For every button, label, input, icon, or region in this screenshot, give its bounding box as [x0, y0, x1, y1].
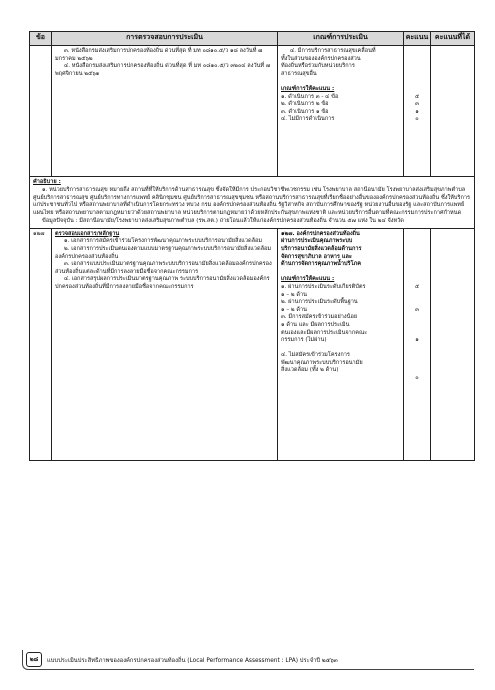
doc-item: ๒. เอกสารการประเมินตนเองตามแบบมาตรฐานคุณภาพระบบบริการอนามัยสิ่งแวดล้อมองค์กรปกครองส่วนท้องถิ่น	[55, 245, 272, 260]
scoring-item: ๔. ไม่มีการดำเนินการ	[281, 116, 335, 123]
scoring-item: ๒. ผ่านการประเมินระดับพื้นฐาน	[281, 299, 358, 306]
score-value: ๕	[414, 93, 420, 100]
header-got: คะแนนที่ได้	[431, 32, 475, 46]
page-number: ๒๘	[26, 652, 42, 667]
page-footer	[22, 650, 474, 670]
scoring-item: ตนเองและมีผลการประเมินจากคณะ	[281, 329, 368, 336]
doc-item: ๑. เอกสารการสมัครเข้าร่วมโครงการพัฒนาคุณภาพระบบบริการอนามัยสิ่งแวดล้อม	[64, 238, 263, 245]
doc-check-title: ตรวจสอบเอกสาร/หลักฐาน	[55, 230, 120, 237]
criteria-title-line: ผ่านการประเมินคุณภาพระบบ	[281, 238, 353, 245]
header-no: ข้อ	[30, 32, 52, 46]
score-value: ๑	[415, 337, 419, 344]
row-number: ๑๒๗	[33, 230, 45, 237]
footer-text: แบบประเมินประสิทธิภาพขององค์กรปกครองส่วนท้องถิ่น (Local Performance Assessment : LPA) ประจำปี ๒๕๖๓	[47, 658, 338, 664]
scoring-item: สิ่งแวดล้อม (ทั้ง ๒ ด้าน)	[281, 367, 339, 374]
score-value: ๓	[415, 306, 419, 313]
notes-current-data: ข้อมูลปัจจุบัน : มีสถานีอนามัย/โรงพยาบาลส่งเสริมสุขภาพตำบล (รพ.สต.) ถ่ายโอนแล้วให้แก่องค์กรปกครองส่วนท้องถิ่น จำนวน ๕๗ แห่ง ใน ๒๔ จังหวัด	[42, 217, 404, 224]
scoring-item: ๑. ดำเนินการ ๓ - ๔ ข้อ	[281, 93, 339, 100]
table-row	[30, 228, 475, 460]
assessment-table	[29, 31, 475, 461]
doc-item: ๓. เอกสารแบบประเมินมาตรฐานคุณภาพระบบบริการอนามัยสิ่งแวดล้อมองค์กรปกครองส่วนท้องถิ่นแต่ละด้านที่มีการลงลายมือชื่อจากคณะกรรมการ	[55, 261, 272, 275]
scoring-item: ๒. ดำเนินการ ๒ ข้อ	[281, 101, 329, 108]
score-value: ๓	[415, 101, 419, 108]
doc-ref-4: ๔. หนังสือกรมส่งเสริมการปกครองท้องถิ่น ด่วนที่สุด ที่ มท ๐๘๑๐.๕/ว ๓๒๐๔ ลงวันที่ ๗ พฤศจิกายน ๒๕๖๑	[55, 63, 271, 77]
header-score: คะแนน	[404, 32, 431, 46]
scoring-item: ๔. ไม่สมัครเข้าร่วมโครงการ	[281, 352, 350, 359]
criteria-line: ทั้งในส่วนขององค์กรปกครองส่วน	[281, 55, 361, 62]
score-value: ๐	[415, 116, 419, 123]
scoring-item: ๑ – ๒ ด้าน	[281, 291, 307, 298]
criteria-title-line: ด้านการจัดการคุณภาพน้ำบริโภค	[281, 261, 361, 268]
scoring-item: พัฒนาคุณภาพระบบบริการอนามัย	[281, 359, 363, 366]
score-value: ๐	[415, 375, 419, 382]
scoring-item: ๓. มีการสมัครเข้าร่วมอย่างน้อย	[281, 314, 358, 321]
table-row	[30, 46, 475, 177]
score-value: ๑	[415, 108, 419, 115]
scoring-item: ๓. ดำเนินการ ๑ ข้อ	[281, 108, 329, 115]
scoring-title: เกณฑ์การให้คะแนน :	[281, 276, 335, 283]
criteria-line: สาธารณสุขอื่น	[281, 70, 317, 77]
scoring-item: ๑ – ๒ ด้าน	[281, 306, 307, 313]
notes-row	[30, 177, 475, 229]
criteria-line: ๔. มีการบริการสาธารณสุขเคลื่อนที่	[290, 48, 376, 54]
header-criteria: การตรวจสอบการประเมิน	[52, 32, 278, 46]
criteria-line: ท้องถิ่นหรือร่วมกับหน่วยบริการ	[281, 63, 355, 70]
scoring-item: ๑ ด้าน และ มีผลการประเมิน	[281, 321, 350, 328]
scoring-item: กรรมการ (ไม่ผ่าน)	[281, 337, 327, 344]
header-evaluation: เกณฑ์การประเมิน	[278, 32, 404, 46]
table-header	[30, 32, 475, 46]
criteria-title-line: ๑๒๗. องค์กรปกครองส่วนท้องถิ่น	[281, 230, 360, 237]
notes-title: คำอธิบาย :	[33, 179, 61, 185]
criteria-title-line: จัดการสุขาภิบาล อาหาร และ	[281, 253, 352, 260]
scoring-title: เกณฑ์การให้คะแนน :	[281, 85, 335, 92]
doc-ref-3: ๓. หนังสือกรมส่งเสริมการปกครองท้องถิ่น ด่วนที่สุด ที่ มท ๐๘๑๐.๕/ว ๑๘ ลงวันที่ ๗ มกราคม ๒๕๖๒	[55, 48, 263, 62]
notes-paragraph: ๑. หน่วยบริการสาธารณสุข หมายถึง สถานที่ที่ให้บริการด้านสาธารณสุข ซึ่งจัดให้มีการ ประกอบวิชาชีพเวชกรรม เช่น โรงพยาบาล สถานีอนามัย โรงพยาบาลส่งเสริมสุขภาพตำบล ศูนย์บริการสาธารณสุข ศูนย์บริการทางการแพทย์ คลินิกชุมชน ศูนย์บริการสาธารณสุขชุมชน หรือสถานบริการสาธารณสุขที่เรียกชื่ออย่างอื่นขององค์กรปกครองส่วนท้องถิ่น ซึ่งให้บริการแก่ประชาชนทั่วไป หรือสถานพยาบาลที่ดำเนินการโดยกระทรวง ทบวง กรม องค์กรปกครองส่วนท้องถิ่น รัฐวิสาหกิจ สถาบันการศึกษาของรัฐ หน่วยงานอื่นของรัฐ และสถาบันการแพทย์แผนไทย หรือสถานพยาบาลตามกฎหมายว่าด้วยสถานพยาบาล หน่วยบริการตามกฎหมายว่าด้วยหลักประกันสุขภาพแห่งชาติ และหน่วยบริการอื่นตามที่คณะกรรมการประกาศกำหนด	[33, 186, 471, 217]
criteria-title-line: บริการอนามัยสิ่งแวดล้อมด้านการ	[281, 245, 362, 252]
page	[29, 31, 474, 461]
score-value: ๕	[414, 283, 420, 290]
scoring-item: ๑. ผ่านการประเมินระดับเกียรติบัตร	[281, 283, 366, 290]
doc-item: ๔. เอกสารสรุปผลการประเมินมาตรฐานคุณภาพ ระบบบริการอนามัยสิ่งแวดล้อมองค์กรปกครองส่วนท้องถิ่นที่มีการลงลายมือชื่อจากคณะกรรมการ	[55, 276, 270, 290]
